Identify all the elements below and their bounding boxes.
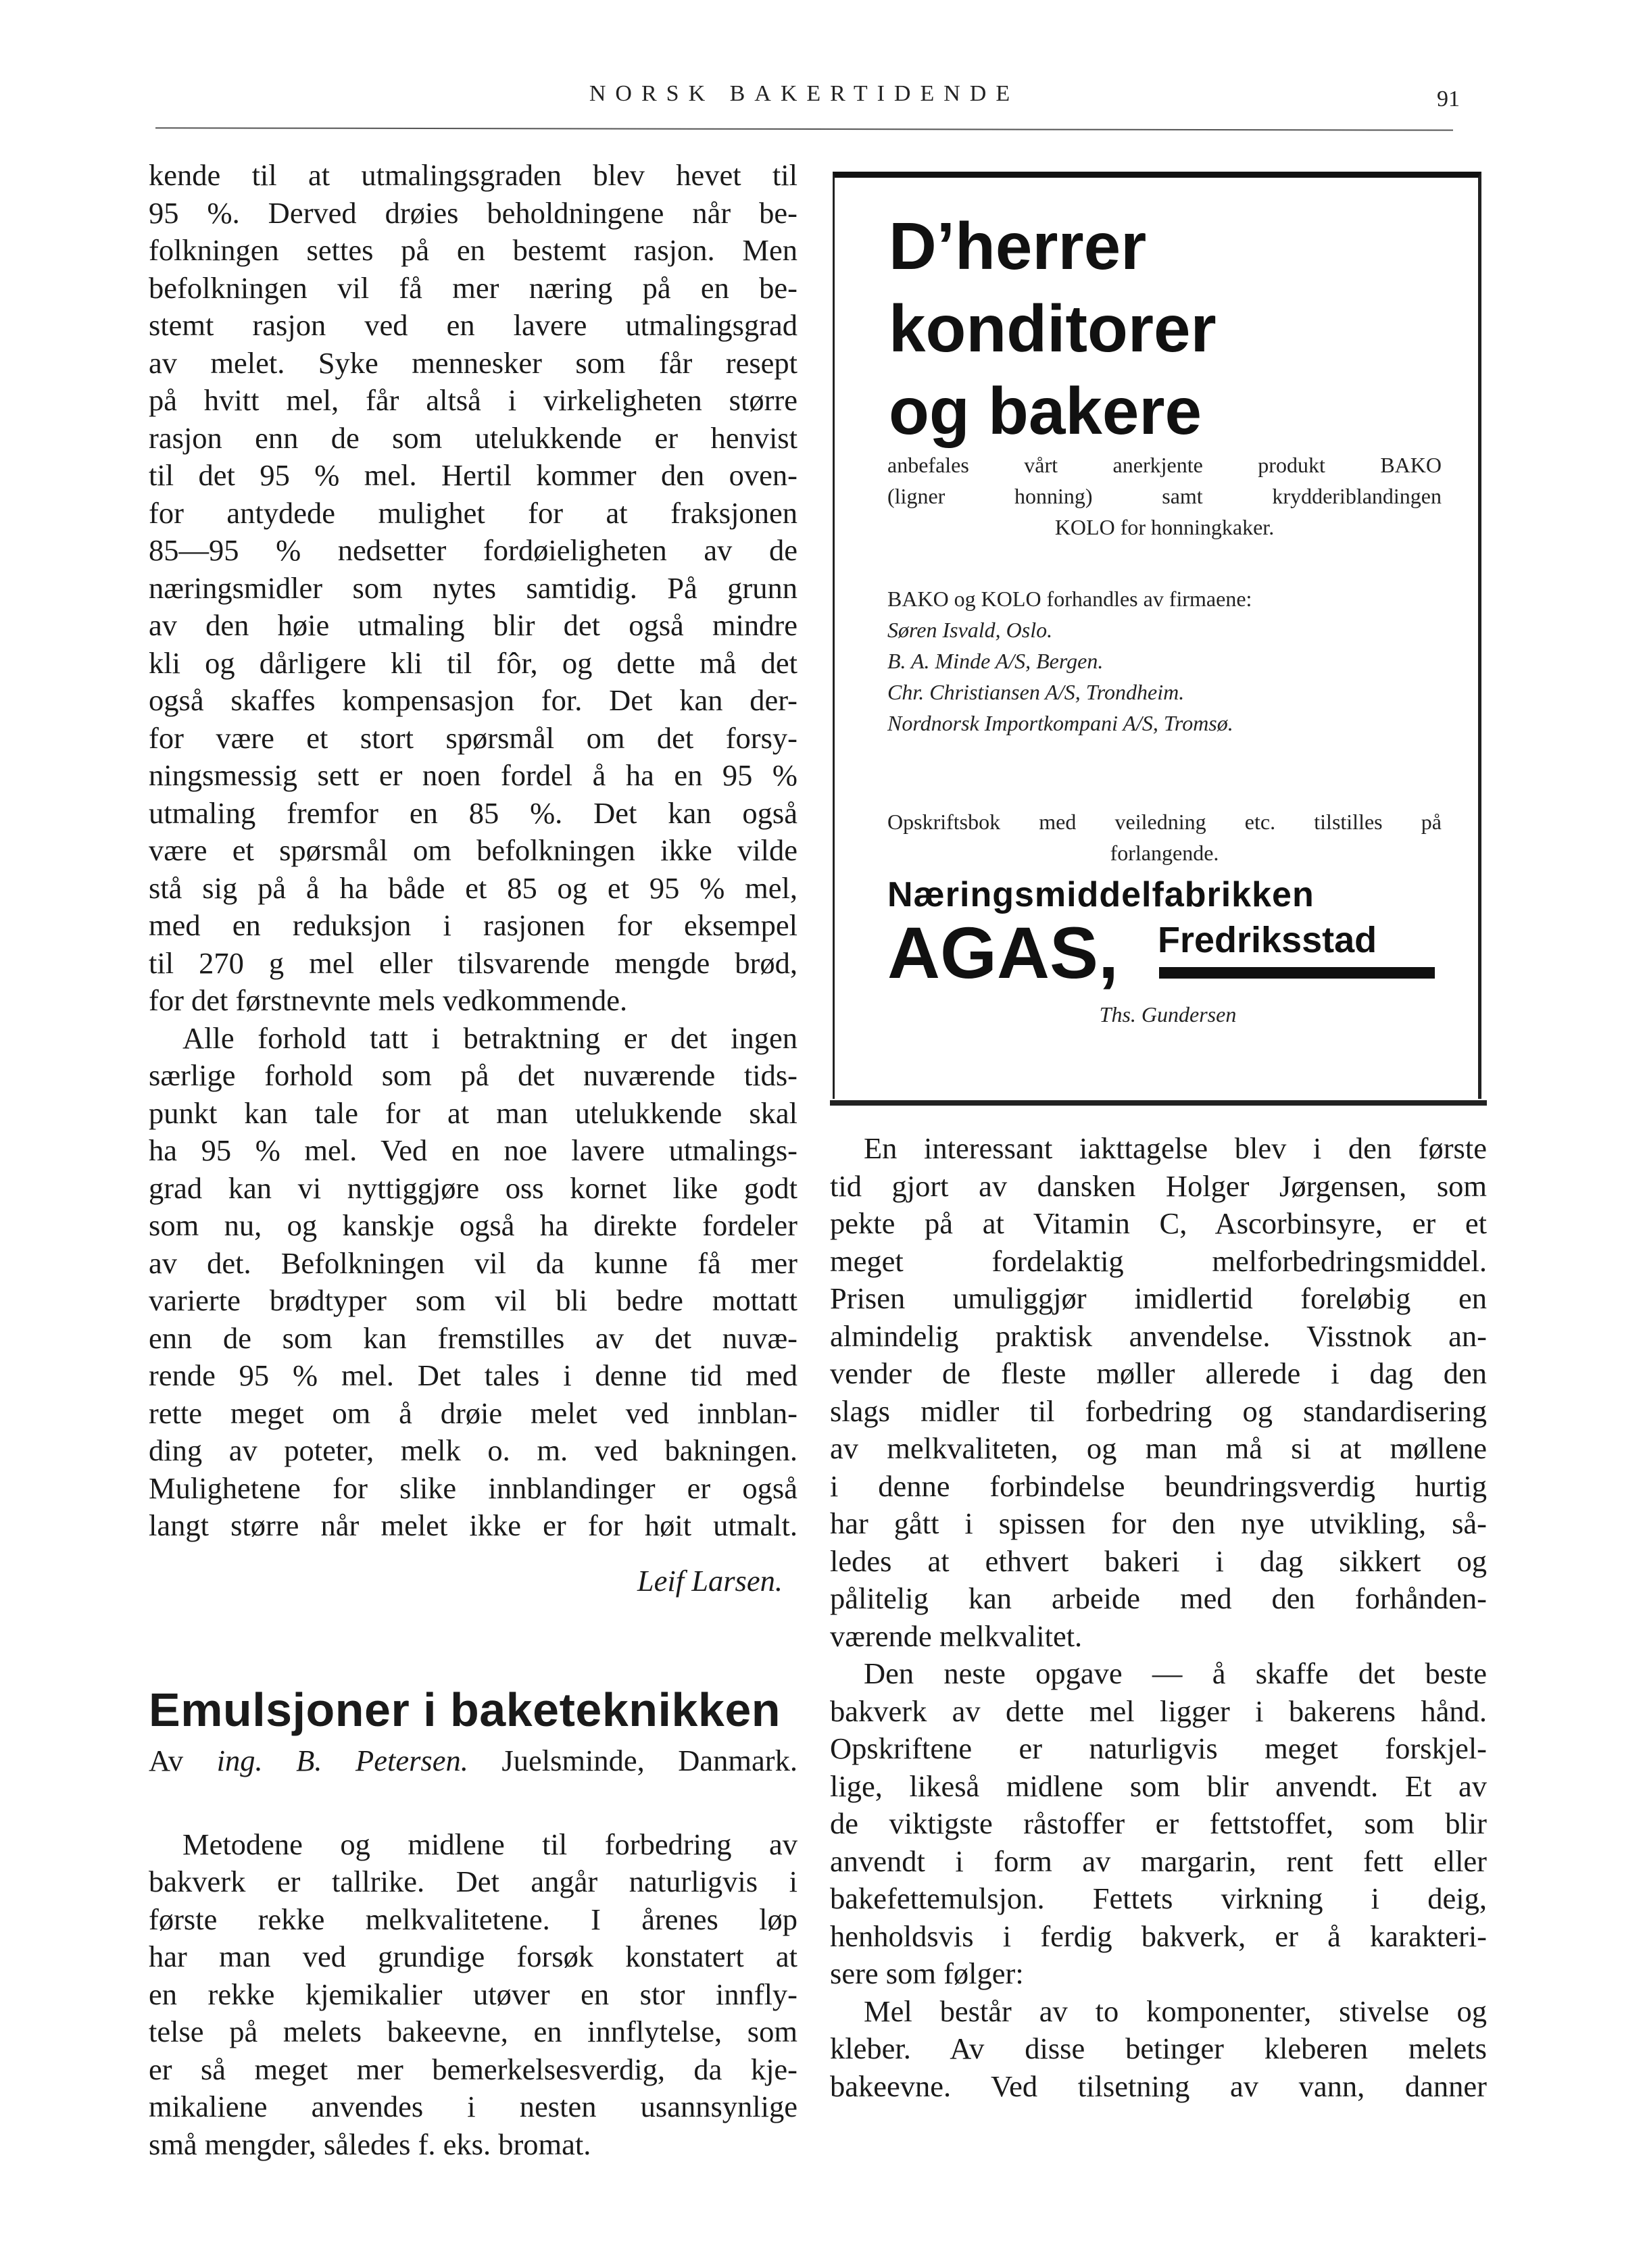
ad-city: Fredriksstad xyxy=(1158,920,1377,960)
text-line: folkningen settes på en bestemt rasjon. Men xyxy=(149,233,797,267)
text-line: Mulighetene for slike innblandinger er også xyxy=(149,1471,797,1505)
text-line: ningsmessig sett er noen fordel å ha en 95 % xyxy=(149,758,797,792)
header-rule xyxy=(155,127,1453,130)
text-line: særlige forhold som på det nuværende tids- xyxy=(149,1058,797,1092)
text-line: Den neste opgave — å skaffe det beste xyxy=(864,1656,1487,1690)
page-number: 91 xyxy=(1437,87,1460,112)
text-line: rette meget om å drøie melet ved innblan- xyxy=(149,1396,797,1430)
text-line: rasjon enn de som utelukkende er henvist xyxy=(149,420,797,455)
text-line: Metodene og midlene til forbedring av xyxy=(182,1827,797,1861)
text-line: stå sig på å ha både et 85 og et 95 % mel, xyxy=(149,870,797,905)
text-line: henholdsvis i ferdig bakverk, er å karakteri- xyxy=(830,1919,1487,1953)
text-line: næringsmidler som nytes samtidig. På grunn xyxy=(149,570,797,605)
text-line: kende til at utmalingsgraden blev hevet til xyxy=(149,158,797,192)
article-title: Emulsjoner i baketeknikken xyxy=(149,1683,781,1736)
text-line: rende 95 % mel. Det tales i denne tid med xyxy=(149,1358,797,1392)
text-line: en rekke kjemikalier utøver en stor innfly- xyxy=(149,1977,797,2011)
ad-text-line: (ligner honning) samt krydderiblandingen xyxy=(887,484,1442,508)
ad-underline-bar xyxy=(1159,967,1435,979)
text-line: kleber. Av disse betinger kleberen melets xyxy=(830,2031,1487,2065)
right-paragraph-2 xyxy=(830,1655,1487,1993)
text-line: er så meget mer bemerkelsesverdig, da kje- xyxy=(149,2052,797,2086)
left-column xyxy=(149,157,797,2163)
text-line: for være et stort spørsmål om det forsy- xyxy=(149,720,797,755)
text-line: i denne forbindelse beundringsverdig hurtig xyxy=(830,1469,1487,1503)
ad-bottom-rule xyxy=(830,1100,1487,1106)
ad-text-line: Opskriftsbok med veiledning etc. tilstilles på xyxy=(887,810,1442,834)
text-line: lige, likeså midlene som blir anvendt. Et av xyxy=(830,1769,1487,1803)
article1-paragraph-2 xyxy=(149,1020,797,1545)
text-line: også skaffes kompensasjon for. Det kan der- xyxy=(149,683,797,717)
text-line: utmaling fremfor en 85 %. Det kan også xyxy=(149,795,797,830)
ad-dealers xyxy=(887,583,1442,739)
text-line: anvendt i form av margarin, rent fett eller xyxy=(830,1844,1487,1878)
right-paragraph-1 xyxy=(830,1130,1487,1655)
text-line: Mel består av to komponenter, stivelse og xyxy=(864,1994,1487,2028)
text-line: langt større når melet ikke er for høit utmalt. xyxy=(149,1508,797,1542)
article2-paragraph-1 xyxy=(149,1826,797,2164)
text-line: for antydede mulighet for at fraksjonen xyxy=(149,495,797,530)
ad-brand-row xyxy=(887,912,1448,993)
text-line: grad kan vi nyttiggjøre oss kornet like godt xyxy=(149,1170,797,1205)
author-signature: Leif Larsen. xyxy=(637,1563,783,1598)
text-line: har gått i spissen for den nye utvikling, så- xyxy=(830,1506,1487,1540)
text-line: pekte på at Vitamin C, Ascorbinsyre, er et xyxy=(830,1206,1487,1240)
text-line: varierte brødtyper som vil bli bedre mottatt xyxy=(149,1283,797,1317)
running-header xyxy=(155,81,1460,122)
spacer xyxy=(149,1783,797,1826)
text-line: stemt rasjon ved en lavere utmalingsgrad xyxy=(149,308,797,342)
text-line: slags midler til forbedring og standardisering xyxy=(830,1394,1487,1428)
text-line: av den høie utmaling blir det også mindre xyxy=(149,608,797,642)
ad-recipe-offer xyxy=(887,806,1442,868)
text-line: kli og dårligere kli til fôr, og dette må det xyxy=(149,645,797,680)
text-line: Alle forhold tatt i betraktning er det ingen xyxy=(182,1020,797,1055)
text-line: Opskriftene er naturligvis meget forskjel- xyxy=(830,1731,1487,1765)
ad-text-line: KOLO for honningkaker. xyxy=(1054,515,1275,539)
text-line: enn de som kan fremstilles av det nuvæ- xyxy=(149,1321,797,1355)
text-line: mikaliene anvendes i nesten usannsynlige xyxy=(149,2090,797,2123)
ad-headline-line: D’herrer xyxy=(889,209,1147,283)
text-line: værende melkvalitet. xyxy=(830,1619,1083,1653)
ad-headline-line: og bakere xyxy=(889,374,1202,448)
ad-headline-line: konditorer xyxy=(889,291,1217,366)
text-line: som nu, og kanskje også ha direkte fordeler xyxy=(149,1208,797,1242)
text-line: for det førstnevnte mels vedkommende. xyxy=(149,983,628,1017)
text-line: av det. Befolkningen vil da kunne få mer xyxy=(149,1246,797,1280)
text-line: meget fordelaktig melforbedringsmiddel. xyxy=(830,1243,1487,1278)
article-byline xyxy=(149,1742,797,1783)
text-line: på hvitt mel, får altså i virkeligheten større xyxy=(149,383,797,417)
text-line: til 270 g mel eller tilsvarende mengde brød, xyxy=(149,945,797,980)
text-line: telse på melets bakeevne, en innflytelse, som xyxy=(149,2015,797,2048)
ad-brand: AGAS, xyxy=(887,912,1119,993)
text-line: sere som følger: xyxy=(830,1956,1024,1990)
text-line: av melkvaliteten, og man må si at møllene xyxy=(830,1431,1487,1465)
text-line: små mengder, således f. eks. bromat. xyxy=(149,2127,591,2161)
text-line: de viktigste råstoffer er fettstoffet, som blir xyxy=(830,1806,1487,1840)
ad-headline xyxy=(889,205,1217,452)
text-line: En interessant iakttagelse blev i den første xyxy=(864,1131,1487,1165)
text-line: med en reduksjon i rasjonen for eksempel xyxy=(149,908,797,942)
text-line: 95 %. Derved drøies beholdningene når be- xyxy=(149,195,797,230)
ad-dealer: Chr. Christiansen A/S, Trondheim. xyxy=(887,680,1185,704)
article1-paragraph-1 xyxy=(149,157,797,1020)
text-line: ding av poteter, melk o. m. ved bakningen. xyxy=(149,1433,797,1467)
ad-dealer: B. A. Minde A/S, Bergen. xyxy=(887,649,1104,673)
text-line: pålitelig kan arbeide med den forhånden- xyxy=(830,1581,1487,1615)
byline-author: ing. B. Petersen. xyxy=(216,1743,468,1777)
ad-dealer: Nordnorsk Importkompani A/S, Tromsø. xyxy=(887,711,1233,735)
ad-company-name: Næringsmiddelfabrikken xyxy=(887,875,1315,914)
text-line: punkt kan tale for at man utelukkende skal xyxy=(149,1095,797,1130)
text-line: bakverk av dette mel ligger i bakerens hånd. xyxy=(830,1694,1487,1728)
ad-dealer: Søren Isvald, Oslo. xyxy=(887,618,1053,642)
text-line: har man ved grundige forsøk konstatert at xyxy=(149,1940,797,1973)
text-line: være et spørsmål om befolkningen ikke vilde xyxy=(149,833,797,867)
text-line: første rekke melkvalitetene. I årenes løp xyxy=(149,1902,797,1936)
publication-title: NORSK BAKERTIDENDE xyxy=(589,81,1020,106)
text-line: 85—95 % nedsetter fordøieligheten av de xyxy=(149,533,797,567)
text-line: ha 95 % mel. Ved en noe lavere utmalings- xyxy=(149,1133,797,1167)
ad-dealers-intro: BAKO og KOLO forhandles av firmaene: xyxy=(887,587,1252,611)
text-line: bakefettemulsjon. Fettets virkning i deig, xyxy=(830,1881,1487,1915)
text-line: tid gjort av dansken Holger Jørgensen, som xyxy=(830,1168,1487,1203)
text-line: befolkningen vil få mer næring på en be- xyxy=(149,270,797,305)
byline-location: Juelsminde, Danmark. xyxy=(501,1743,797,1777)
right-column xyxy=(830,1130,1487,2105)
ad-company-block xyxy=(887,874,1448,1027)
text-line: til det 95 % mel. Hertil kommer den oven- xyxy=(149,458,797,492)
right-paragraph-3 xyxy=(830,1993,1487,2106)
text-line: vender de fleste møller allerede i dag den xyxy=(830,1356,1487,1390)
text-line: bakeevne. Ved tilsetning av vann, danner xyxy=(830,2069,1487,2103)
ad-recommendation xyxy=(887,449,1442,543)
advertisement-box xyxy=(833,172,1481,1099)
text-line: ledes at ethvert bakeri i dag sikkert og xyxy=(830,1544,1487,1578)
text-line: av melet. Syke mennesker som får resept xyxy=(149,345,797,380)
text-line: bakverk er tallrike. Det angår naturligvis i xyxy=(149,1865,797,1898)
ad-owner: Ths. Gundersen xyxy=(1099,1002,1237,1027)
text-line: Prisen umuliggjør imidlertid foreløbig en xyxy=(830,1281,1487,1315)
ad-text-line: forlangende. xyxy=(1110,841,1219,865)
text-line: almindelig praktisk anvendelse. Visstnok an- xyxy=(830,1318,1487,1353)
byline-prefix: Av xyxy=(149,1743,184,1777)
ad-text-line: anbefales vårt anerkjente produkt BAKO xyxy=(887,453,1442,477)
